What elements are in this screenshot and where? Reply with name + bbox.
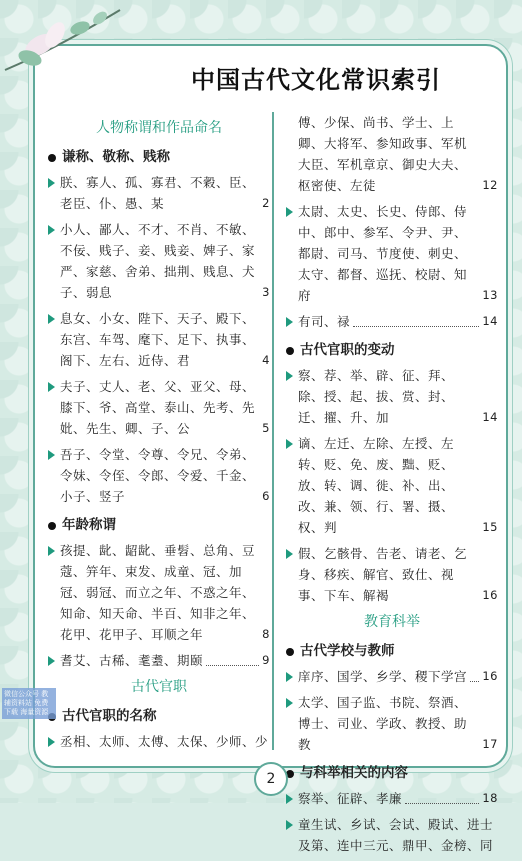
index-entry[interactable]: 傅、少保、尚书、学士、上卿、大将军、参知政事、军机大臣、军机章京、御史大夫、枢密使、左徒 12 xyxy=(286,112,498,196)
index-entry[interactable]: 吾子、令堂、令尊、令兄、令弟、令妹、令侄、令郎、令爱、千金、小子、竖子 6 xyxy=(48,444,270,507)
index-entry[interactable]: 小人、鄙人、不才、不肖、不敏、不佞、贱子、妾、贱妾、婢子、家严、家慈、舍弟、拙荆、贱息、犬子、弱息 3 xyxy=(48,219,270,303)
bullet-icon xyxy=(286,648,294,656)
page-ref: 14 xyxy=(482,314,498,328)
section-heading: 谦称、敬称、贱称 xyxy=(48,147,270,168)
right-column xyxy=(286,112,498,861)
index-entry[interactable]: 童生试、乡试、会试、殿试、进士及第、连中三元、鼎甲、金榜、同 xyxy=(286,814,498,856)
triangle-arrow-icon xyxy=(48,656,55,666)
page-title: 中国古代文化常识索引 xyxy=(191,66,441,94)
page-ref: 12 xyxy=(482,178,498,192)
page-ref: 15 xyxy=(482,520,498,534)
category-heading: 人物称谓和作品命名 xyxy=(96,120,222,136)
triangle-arrow-icon xyxy=(48,737,55,747)
bullet-icon xyxy=(48,154,56,162)
index-entry[interactable]: 夫子、丈人、老、父、亚父、母、膝下、爷、高堂、泰山、先考、先妣、先生、卿、子、公 5 xyxy=(48,376,270,439)
watermark-stamp: 微信公众号 教辅资料站 免费下载 海量资源 xyxy=(2,688,56,719)
page-ref: 17 xyxy=(482,737,498,751)
triangle-arrow-icon xyxy=(48,382,55,392)
triangle-arrow-icon xyxy=(286,317,293,327)
page-ref: 6 xyxy=(262,489,270,503)
index-entry[interactable]: 察、荐、举、辟、征、拜、除、授、起、拔、赏、封、迁、擢、升、加 14 xyxy=(286,365,498,428)
section-heading: 古代官职的变动 xyxy=(286,340,498,361)
index-entry[interactable]: 太尉、太史、长史、侍郎、侍中、郎中、参军、令尹、尹、都尉、司马、节度使、刺史、太守、都督、巡抚、校尉、知府 13 xyxy=(286,201,498,306)
triangle-arrow-icon xyxy=(286,672,293,682)
triangle-arrow-icon xyxy=(286,698,293,708)
page-ref: 8 xyxy=(262,627,270,641)
category-heading: 古代官职 xyxy=(131,679,187,695)
index-entry[interactable]: 庠序、国学、乡学、稷下学宫 16 xyxy=(286,666,498,687)
triangle-arrow-icon xyxy=(48,314,55,324)
triangle-arrow-icon xyxy=(48,546,55,556)
page-ref: 14 xyxy=(482,410,498,424)
triangle-arrow-icon xyxy=(48,450,55,460)
page-ref: 4 xyxy=(262,353,270,367)
index-entry[interactable]: 谪、左迁、左除、左授、左转、贬、免、废、黜、贬、放、转、调、徙、补、出、改、兼、领、行、署、摄、权、判 15 xyxy=(286,433,498,538)
section-heading: 古代学校与教师 xyxy=(286,641,498,662)
triangle-arrow-icon xyxy=(48,225,55,235)
page-ref: 16 xyxy=(482,588,498,602)
left-column xyxy=(48,112,270,757)
triangle-arrow-icon xyxy=(286,207,293,217)
page-number: 2 xyxy=(254,762,288,796)
triangle-arrow-icon xyxy=(48,178,55,188)
index-entry[interactable]: 耆艾、古稀、耄耋、期颐 9 xyxy=(48,650,270,671)
index-entry[interactable]: 察举、征辟、孝廉 18 xyxy=(286,788,498,809)
index-entry[interactable]: 朕、寡人、孤、寡君、不穀、臣、老臣、仆、愚、某 2 xyxy=(48,172,270,214)
triangle-arrow-icon xyxy=(286,439,293,449)
bullet-icon xyxy=(48,522,56,530)
column-divider xyxy=(272,112,274,750)
page-ref: 3 xyxy=(262,285,270,299)
index-entry[interactable]: 有司、禄 14 xyxy=(286,311,498,332)
index-entry[interactable]: 息女、小女、陛下、天子、殿下、东宫、车驾、麾下、足下、执事、阁下、左右、近侍、君 4 xyxy=(48,308,270,371)
page-ref: 13 xyxy=(482,288,498,302)
bullet-icon xyxy=(286,347,294,355)
page-ref: 18 xyxy=(482,791,498,805)
index-entry[interactable]: 太学、国子监、书院、祭酒、博士、司业、学政、教授、助教 17 xyxy=(286,692,498,755)
page-ref: 2 xyxy=(262,196,270,210)
index-entry[interactable]: 假、乞骸骨、告老、请老、乞身、移疾、解官、致仕、视事、下车、解褐 16 xyxy=(286,543,498,606)
triangle-arrow-icon xyxy=(286,549,293,559)
section-heading: 古代官职的名称 xyxy=(48,706,270,727)
page-ref: 9 xyxy=(262,653,270,667)
index-entry[interactable]: 孩提、龀、龆龀、垂髫、总角、豆蔻、笄年、束发、成童、冠、加冠、弱冠、而立之年、不惑之年、知命、知天命、半百、知非之年、花甲、花甲子、耳顺之年 8 xyxy=(48,540,270,645)
page-ref: 5 xyxy=(262,421,270,435)
index-entry[interactable]: 丞相、太师、太傅、太保、少师、少 xyxy=(48,731,270,752)
category-heading: 教育科举 xyxy=(364,614,420,630)
section-heading: 与科举相关的内容 xyxy=(286,763,498,784)
triangle-arrow-icon xyxy=(286,371,293,381)
page-ref: 16 xyxy=(482,669,498,683)
section-heading: 年龄称谓 xyxy=(48,515,270,536)
triangle-arrow-icon xyxy=(286,820,293,830)
